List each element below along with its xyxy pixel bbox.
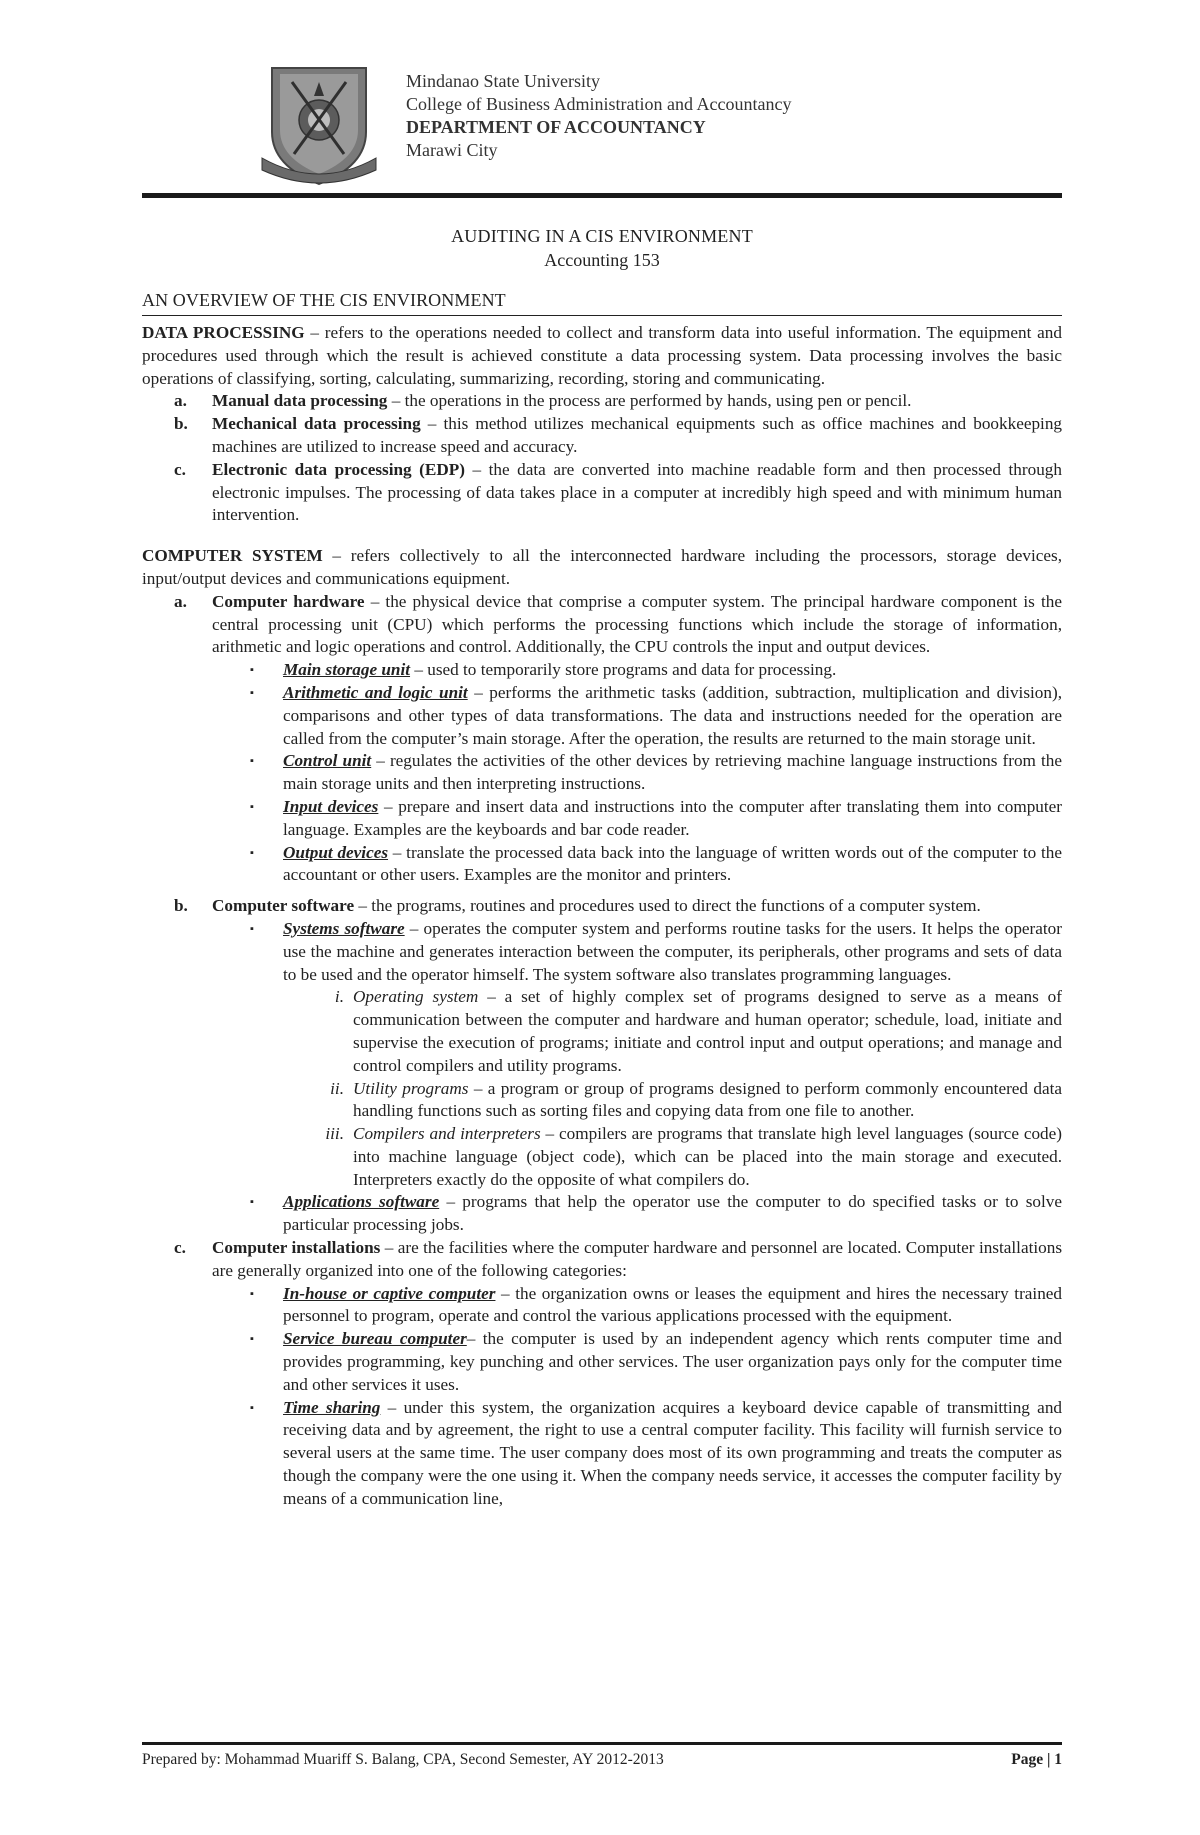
bullet-term: Service bureau computer — [283, 1329, 467, 1349]
list-item-term: Computer software — [212, 896, 355, 916]
bullet-item — [142, 750, 1062, 796]
bullet-term: Time sharing — [283, 1397, 381, 1417]
bullet-item — [142, 1191, 1062, 1237]
bullet-text: – used to temporarily store programs and data for processing. — [410, 660, 837, 680]
city-name: Marawi City — [406, 140, 498, 160]
bullet-term: Applications software — [283, 1192, 440, 1212]
list-item — [142, 895, 1062, 918]
bullet-term: Input devices — [283, 796, 379, 816]
term-data-processing: DATA PROCESSING — [142, 323, 305, 342]
bullet-marker: ▪ — [250, 800, 254, 813]
bullet-term: Arithmetic and logic unit — [283, 682, 468, 702]
bullet-marker: ▪ — [250, 1401, 254, 1414]
list-item-text: – are the facilities where the computer hardware and personnel are located. Computer installations are generally organized into one of the following categories: — [212, 1238, 1063, 1280]
roman-term: Operating system — [353, 987, 479, 1007]
bullet-marker: ▪ — [250, 1196, 254, 1209]
bullet-text: – under this system, the organization acquires a keyboard device capable of transmitting and receiving data and by agreement, the right to use a central computer facility. This facility will furnish service to several users at the same time. The user company does most of its own programming and treats the computer as though the company were the one using it. When the company needs service, it accesses the computer facility by means of a communication line, — [283, 1397, 1063, 1508]
section-heading: AN OVERVIEW OF THE CIS ENVIRONMENT — [142, 290, 506, 310]
roman-marker: ii. — [330, 1078, 344, 1098]
bullet-item — [142, 918, 1062, 986]
page-number: Page | 1 — [1011, 1751, 1062, 1768]
list-item-text: – the operations in the process are performed by hands, using pen or pencil. — [387, 391, 912, 411]
bullet-text: – operates the computer system and performs routine tasks for the users. It helps the operator use the machine and generates interaction between the computer, its peripherals, other programs and sets of data to be used and the operator himself. The system software also translates programming languages. — [283, 918, 1062, 984]
list-item — [142, 390, 1062, 413]
university-name: Mindanao State University — [406, 71, 600, 91]
list-item — [142, 459, 1062, 527]
computer-system-paragraph — [142, 545, 1062, 591]
term-computer-system: COMPUTER SYSTEM — [142, 546, 323, 566]
bullet-text: – translate the processed data back into the language of written words out of the computer to the accountant or other users. Examples are the monitor and printers. — [283, 842, 1063, 885]
list-marker: a. — [174, 591, 187, 611]
bullet-text: – the computer is used by an independent agency which rents computer time and provides programming, key punching and other services. The user organization pays only for the computer time and other services it uses. — [283, 1329, 1062, 1394]
bullet-item — [142, 682, 1062, 750]
bullet-term: Systems software — [283, 918, 405, 938]
document-body — [142, 322, 1062, 1511]
header-divider — [142, 193, 1062, 198]
computer-system-definition: – refers collectively to all the interconnected hardware including the processors, storage devices, input/output devices and communications equipment. — [142, 546, 1062, 588]
bullet-item — [142, 796, 1062, 842]
bullet-item — [142, 842, 1062, 888]
bullet-marker: ▪ — [250, 686, 254, 699]
list-marker: c. — [174, 1238, 186, 1258]
bullet-term: In-house or captive computer — [283, 1283, 496, 1303]
roman-item — [142, 1078, 1062, 1124]
bullet-item — [142, 659, 1062, 682]
document-title: AUDITING IN A CIS ENVIRONMENT — [451, 226, 753, 246]
list-item-text: – the programs, routines and procedures used to direct the functions of a computer system. — [354, 896, 981, 916]
roman-item — [142, 1123, 1062, 1191]
roman-text: – a program or group of programs designed to perform commonly encountered data handling functions such as sorting files and copying data from one file to another. — [353, 1078, 1062, 1121]
bullet-marker: ▪ — [250, 755, 254, 768]
list-marker: c. — [174, 459, 186, 479]
bullet-term: Output devices — [283, 842, 389, 862]
bullet-item — [142, 1328, 1062, 1396]
bullet-text: – regulates the activities of the other devices by retrieving machine language instructions from the main storage units and then interpreting instructions. — [283, 751, 1062, 794]
list-marker: b. — [174, 896, 188, 916]
list-item-text: – the data are converted into machine readable form and then processed through electronic impulses. The processing of data takes place in a computer at incredibly high speed and with minimum human intervention. — [212, 459, 1062, 525]
list-item-term: Computer installations — [212, 1238, 381, 1258]
roman-term: Utility programs — [353, 1078, 469, 1098]
bullet-text: – performs the arithmetic tasks (addition, subtraction, multiplication and division), comparisons and other types of data transformations. The data and instructions needed for the operation are called from the computer’s main storage. After the operation, the results are returned to the main storage unit. — [283, 682, 1062, 748]
prepared-by: Prepared by: Mohammad Muariff S. Balang, CPA, Second Semester, AY 2012-2013 — [142, 1751, 664, 1768]
data-processing-definition: – refers to the operations needed to collect and transform data into useful information. The equipment and procedures used through which the result is achieved constitute a data processing system. Data processing involves the basic operations of classifying, sorting, calculating, summarizing, recording, storing and communicating. — [142, 323, 1062, 388]
section-heading-underline — [142, 315, 1062, 316]
letterhead — [406, 70, 791, 162]
bullet-text: – the organization owns or leases the equipment and hires the necessary trained personnel to program, operate and control the various applications processed with the equipment. — [283, 1283, 1063, 1326]
footer-divider — [142, 1742, 1062, 1745]
list-item-term: Electronic data processing (EDP) — [212, 459, 465, 479]
list-item — [142, 1237, 1062, 1283]
roman-marker: i. — [334, 987, 344, 1007]
college-name: College of Business Administration and Accountancy — [406, 94, 792, 114]
bullet-marker: ▪ — [250, 922, 254, 935]
document-title-block — [142, 224, 1062, 272]
list-item-text: – this method utilizes mechanical equipments such as office machines and bookkeeping machines are utilized to increase speed and accuracy. — [212, 414, 1063, 456]
list-item-term: Mechanical data processing — [212, 414, 421, 434]
bullet-text: – prepare and insert data and instructions into the computer after translating them into computer language. Examples are the keyboards and bar code reader. — [283, 796, 1063, 839]
list-marker: b. — [174, 414, 188, 434]
list-item — [142, 413, 1062, 459]
roman-text: – a set of highly complex set of programs designed to serve as a means of communication between the computer and hardware and human operator; schedule, load, initiate and supervise the execution of programs; initiate and control input and output operations; and manage and control compilers and utility programs. — [353, 987, 1063, 1075]
roman-item — [142, 986, 1062, 1077]
list-marker: a. — [174, 391, 187, 411]
university-seal-logo — [258, 62, 380, 190]
roman-text: – compilers are programs that translate high level languages (source code) into machine language (object code), which can be placed into the main storage and executed. Interpreters exactly do the opposite of what compilers do. — [353, 1124, 1062, 1189]
roman-term: Compilers and interpreters — [353, 1124, 541, 1144]
list-item — [142, 591, 1062, 659]
course-code: Accounting 153 — [544, 250, 660, 270]
data-processing-paragraph — [142, 322, 1062, 390]
bullet-marker: ▪ — [250, 1333, 254, 1346]
bullet-marker: ▪ — [250, 1287, 254, 1300]
list-item-term: Computer hardware — [212, 591, 365, 611]
list-item-term: Manual data processing — [212, 391, 388, 411]
bullet-term: Control unit — [283, 751, 372, 771]
bullet-marker: ▪ — [250, 664, 254, 677]
department-name: DEPARTMENT OF ACCOUNTANCY — [406, 117, 706, 137]
bullet-item — [142, 1397, 1062, 1511]
list-item-text: – the physical device that comprise a computer system. The principal hardware component is the central processing unit (CPU) which performs the processing functions which include the storage of information, arithmetic and logic operations and control. Additionally, the CPU controls the input and output devices. — [212, 591, 1062, 657]
bullet-marker: ▪ — [250, 846, 254, 859]
bullet-term: Main storage unit — [283, 660, 411, 680]
bullet-item — [142, 1283, 1062, 1329]
bullet-text: – programs that help the operator use the computer to do specified tasks or to solve particular processing jobs. — [283, 1192, 1062, 1235]
roman-marker: iii. — [325, 1124, 344, 1144]
